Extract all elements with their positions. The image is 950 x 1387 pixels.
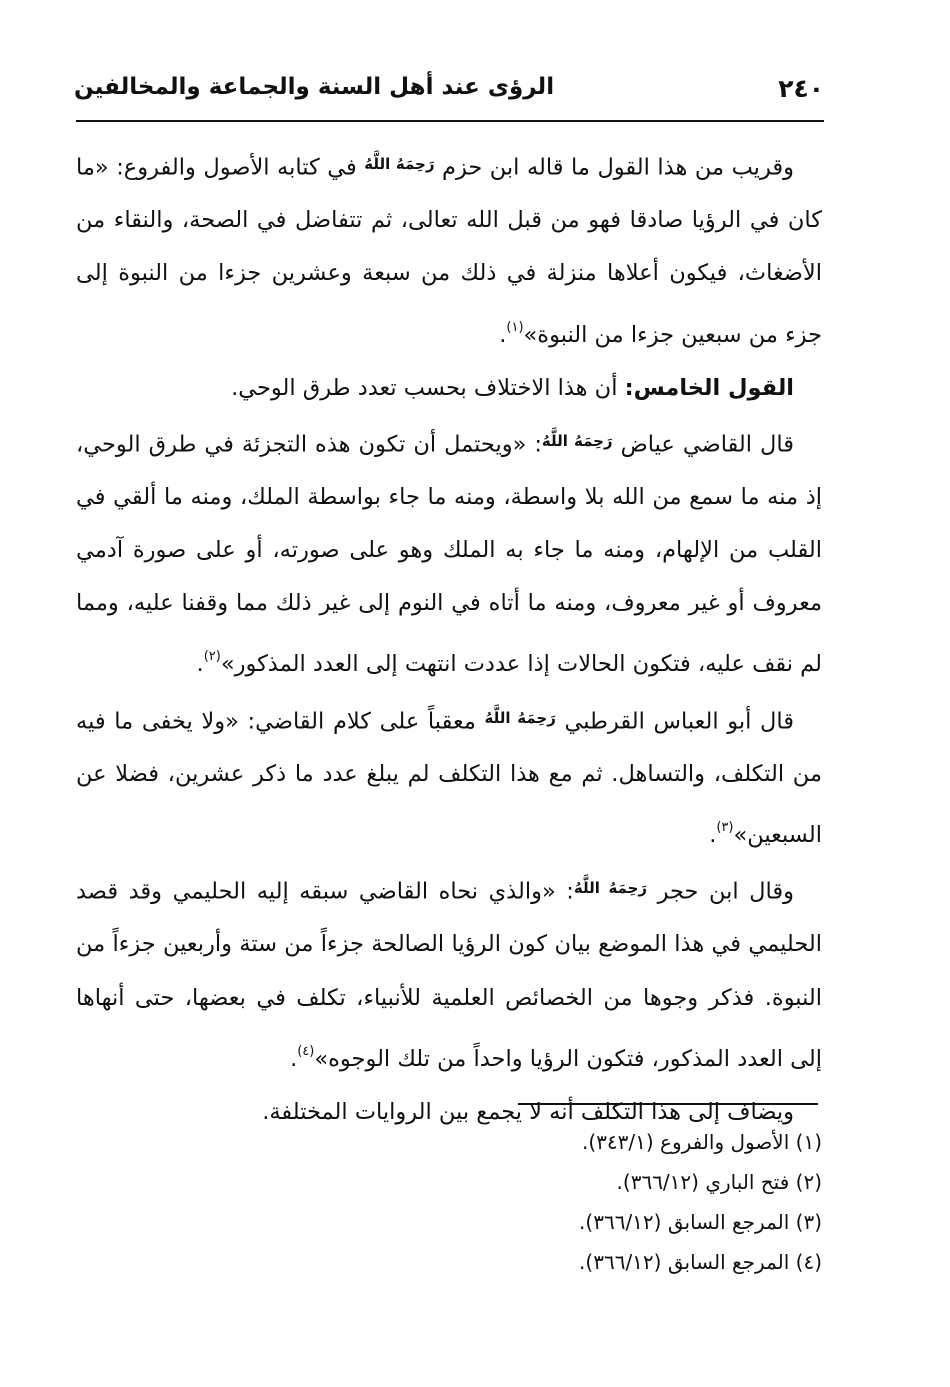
honorific-glyph: رَحِمَهُ اللَّهُ: [541, 431, 613, 450]
paragraph-text: وقال ابن حجر: [657, 878, 794, 905]
paragraph-text: أن هذا الاختلاف بحسب تعدد طرق الوحي.: [231, 374, 618, 401]
paragraph-end: .: [290, 1045, 298, 1072]
body-text: [76, 138, 822, 1139]
paragraph-text: قال القاضي عياض: [620, 431, 794, 458]
paragraph-end: .: [499, 321, 507, 348]
honorific-glyph: رَحِمَهُ اللَّهُ: [484, 708, 556, 727]
paragraph-text: : «والذي نحاه القاضي سبقه إليه الحليمي وقد قصد الحليمي في هذا الموضع بيان كون الرؤيا الصالحة جزءاً من ستة وأربعين جزءاً من النبوة. فذكر وجوها من الخصائص العلمية للأنبياء، تكلف في بعضها، حتى أنهاها إلى العدد المذكور، فتكون الرؤيا واحداً من تلك الوجوه»: [76, 878, 822, 1072]
footnote-ref-3: (٣): [716, 819, 734, 835]
paragraph-text: في كتابه الأصول والفروع: «ما كان في الرؤيا صادقا فهو من قبل الله تعالى، ثم تتفاضل في الصحة، والنقاء من الأضغاث، فيكون أعلاها منزلة في ذلك من سبعة وعشرين جزءا من النبوة إلى جزء من سبعين جزءا من النبوة»: [76, 154, 822, 348]
footnote-ref-1: (١): [506, 319, 524, 335]
paragraph-text: وقريب من هذا القول ما قاله ابن حزم: [442, 154, 794, 181]
paragraph-fifth-opinion: [76, 362, 822, 415]
footnote-rule: [518, 1103, 818, 1105]
paragraph-ibn-hazm: [76, 138, 822, 362]
footnote-4: (٤) المرجع السابق (٣٦٦/١٢).: [579, 1250, 822, 1274]
running-head: [74, 70, 824, 110]
footnote-2: (٢) فتح الباري (٣٦٦/١٢).: [616, 1170, 822, 1194]
paragraph-ibn-hajar: [76, 862, 822, 1086]
honorific-glyph: رَحِمَهُ اللَّهُ: [364, 155, 435, 173]
footnote-ref-2: (٢): [203, 649, 221, 665]
footnotes: [222, 1122, 822, 1282]
page-number: ٢٤٠: [778, 74, 824, 103]
header-rule: [76, 120, 824, 122]
footnote-3: (٣) المرجع السابق (٣٦٦/١٢).: [579, 1210, 822, 1234]
paragraph-qurtubi: [76, 692, 822, 863]
paragraph-text: : «ويحتمل أن تكون هذه التجزئة في طرق الوحي، إذ منه ما سمع من الله بلا واسطة، ومنه ما جاء بواسطة الملك، ومنه ما ألقي في القلب من الإلهام، ومنه ما جاء به الملك وهو على صورته، أو على صورة آدمي معروف أو غير معروف، ومنه ما أتاه في النوم إلى غير ذلك مما وقفنا عليه، ومما لم نقف عليه، فتكون الحالات إذا عددت انتهت إلى العدد المذكور»: [76, 431, 822, 678]
section-label: القول الخامس:: [624, 374, 794, 401]
paragraph-text: ويضاف إلى هذا التكلف أنه لا يجمع بين الروايات المختلفة.: [262, 1098, 794, 1125]
paragraph-qadi-iyad: [76, 415, 822, 692]
paragraph-text: قال أبو العباس القرطبي: [564, 707, 794, 734]
footnote-1: (١) الأصول والفروع (٣٤٣/١).: [582, 1130, 822, 1154]
paragraph-text: معقباً على كلام القاضي: «ولا يخفى ما فيه من التكلف، والتساهل. ثم مع هذا التكلف لم يبلغ عدد ما ذكر عشرين، فضلا عن السبعين»: [76, 707, 822, 849]
running-title: الرؤى عند أهل السنة والجماعة والمخالفين: [74, 74, 555, 100]
paragraph-end: .: [709, 822, 717, 849]
footnote-ref-4: (٤): [297, 1043, 315, 1059]
honorific-glyph: رَحِمَهُ اللَّهُ: [573, 879, 648, 898]
paragraph-end: .: [196, 651, 204, 678]
